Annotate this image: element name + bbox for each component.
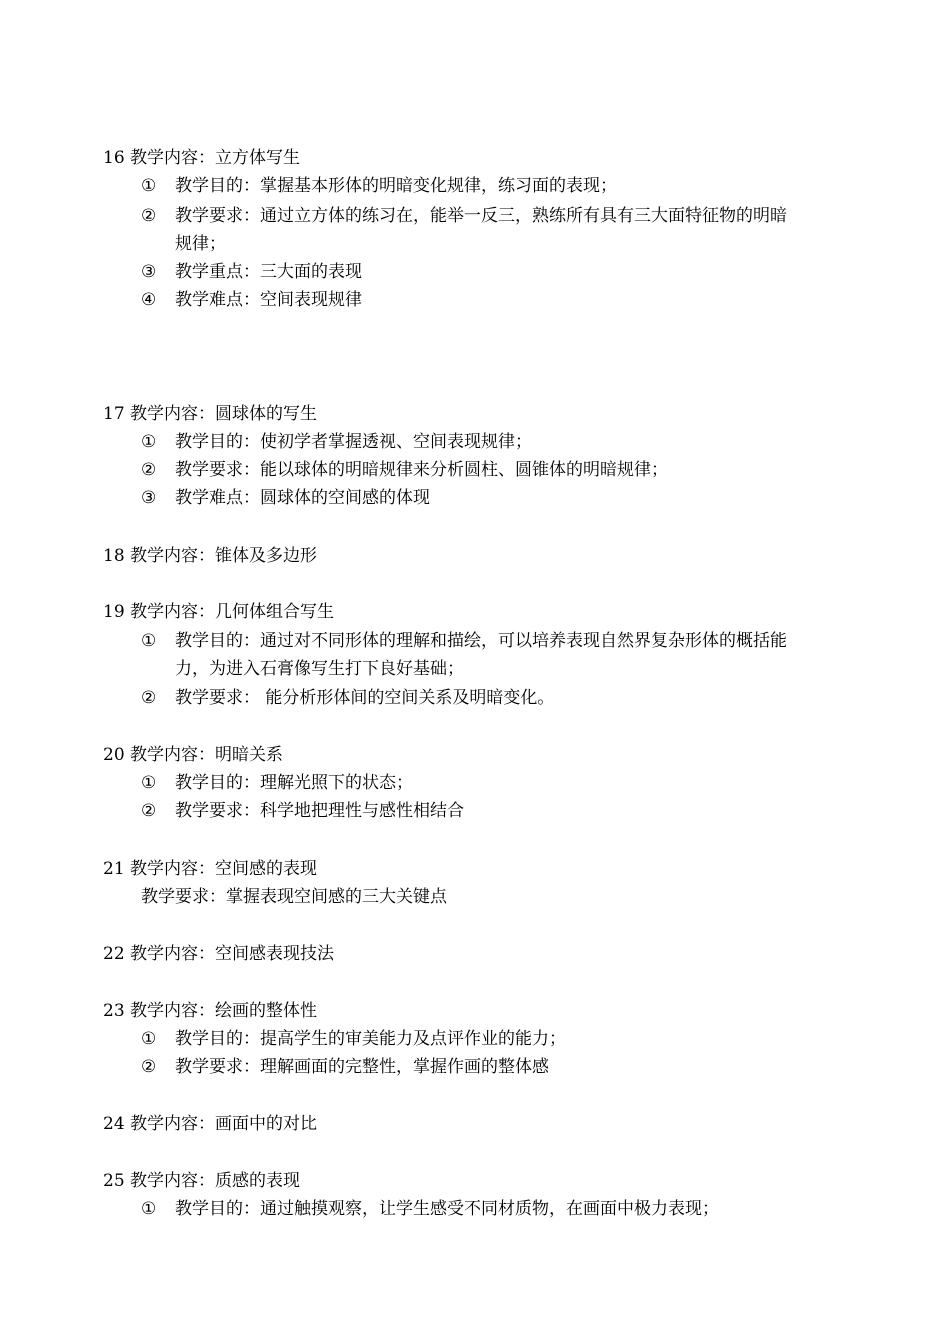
list-marker: ① [141,1029,157,1049]
section-heading: 19 教学内容：几何体组合写生 [103,602,335,622]
list-item [0,769,950,797]
list-item-text: 教学目的：通过触摸观察，让学生感受不同材质物，在画面中极力表现； [175,1199,719,1219]
list-item [0,1053,950,1081]
list-item [0,202,950,230]
list-item-text: 教学要求：科学地把理性与感性相结合 [175,801,464,821]
list-item [0,1025,950,1053]
list-item-text: 教学目的：理解光照下的状态； [175,773,413,793]
list-item [0,627,950,655]
list-marker: ② [141,206,157,226]
list-item [0,1195,950,1223]
list-item-text: 教学目的：通过对不同形体的理解和描绘，可以培养表现自然界复杂形体的概括能 [175,631,787,651]
section-heading: 16 教学内容：立方体写生 [103,148,301,168]
list-marker: ④ [141,290,157,310]
section-heading: 20 教学内容：明暗关系 [103,745,284,765]
list-item-text-continued: 力，为进入石膏像写生打下良好基础； [175,659,464,679]
list-marker: ② [141,460,157,480]
section-heading: 23 教学内容：绘画的整体性 [103,1001,318,1021]
list-marker: ① [141,432,157,452]
section-heading: 18 教学内容：锥体及多边形 [103,546,318,566]
section-heading: 22 教学内容：空间感表现技法 [103,944,335,964]
list-item-text: 教学目的：提高学生的审美能力及点评作业的能力； [175,1029,566,1049]
list-item-text: 教学难点：空间表现规律 [175,290,362,310]
list-item [0,172,950,200]
list-item-text: 教学难点：圆球体的空间感的体现 [175,488,430,508]
list-marker: ② [141,1057,157,1077]
list-item-text-continued: 规律； [175,234,226,254]
section-heading: 17 教学内容：圆球体的写生 [103,404,318,424]
list-marker: ② [141,801,157,821]
list-item [0,484,950,512]
list-item [0,258,950,286]
requirement-text: 教学要求：掌握表现空间感的三大关键点 [141,887,447,907]
list-marker: ① [141,176,157,196]
list-item [0,797,950,825]
list-item-text: 教学要求：理解画面的完整性，掌握作画的整体感 [175,1057,549,1077]
list-item-text: 教学要求：通过立方体的练习在，能举一反三，熟练所有具有三大面特征物的明暗 [175,206,787,226]
list-marker: ③ [141,262,157,282]
list-item-text: 教学要求： 能分析形体间的空间关系及明暗变化。 [175,688,555,708]
list-marker: ① [141,773,157,793]
list-item-text: 教学目的：使初学者掌握透视、空间表现规律； [175,432,532,452]
list-item [0,456,950,484]
section-heading: 25 教学内容：质感的表现 [103,1171,301,1191]
list-item-text: 教学目的：掌握基本形体的明暗变化规律，练习面的表现； [175,176,617,196]
list-marker: ② [141,688,157,708]
section-heading: 24 教学内容：画面中的对比 [103,1114,318,1134]
section-heading: 21 教学内容：空间感的表现 [103,859,318,879]
list-marker: ① [141,631,157,651]
list-item-text: 教学要求：能以球体的明暗规律来分析圆柱、圆锥体的明暗规律； [175,460,668,480]
list-item [0,684,950,712]
list-marker: ① [141,1199,157,1219]
list-item-text: 教学重点：三大面的表现 [175,262,362,282]
list-item [0,428,950,456]
list-item [0,286,950,314]
list-marker: ③ [141,488,157,508]
